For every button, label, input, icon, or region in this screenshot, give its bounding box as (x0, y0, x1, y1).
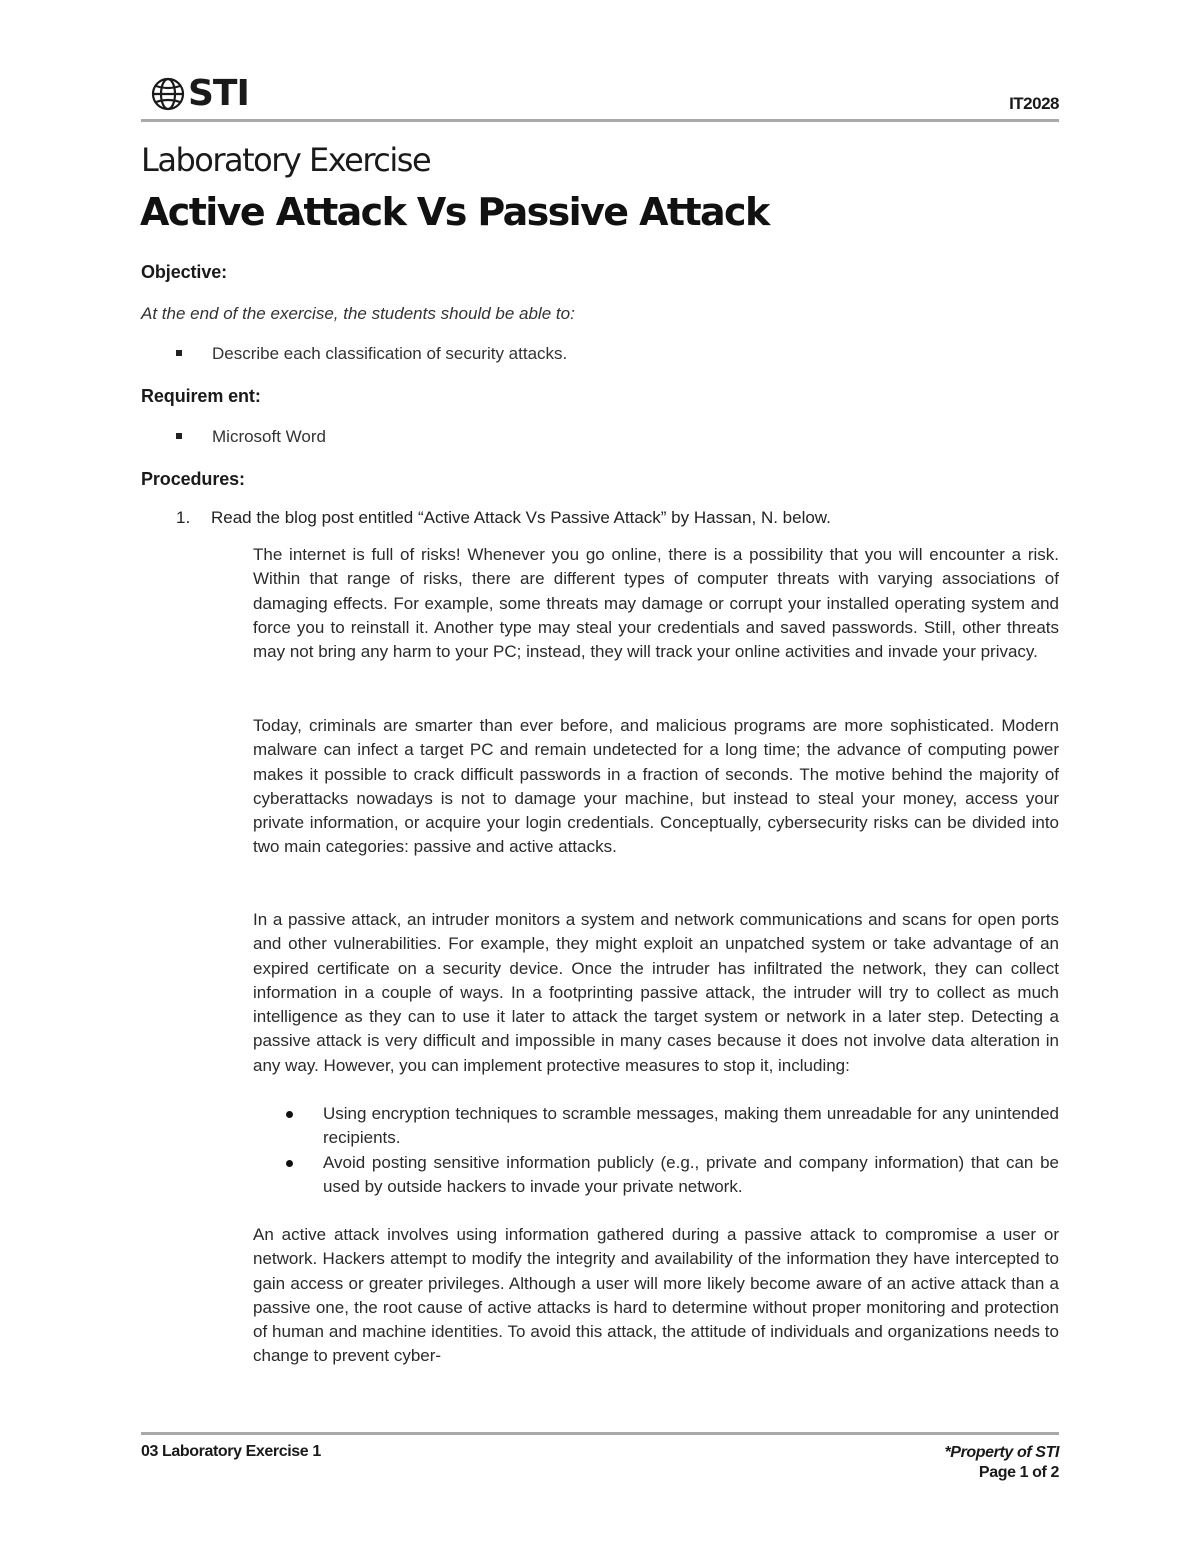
footer-module-label: 03 Laboratory Exercise 1 (141, 1443, 321, 1460)
step-number: 1. (176, 508, 191, 527)
course-code: IT2028 (1009, 94, 1059, 113)
requirement-heading: Requirem ent: (141, 386, 261, 406)
page-title: Active Attack Vs Passive Attack (140, 190, 769, 234)
bullet-icon (286, 1111, 293, 1118)
measure-item (290, 1151, 1059, 1200)
objective-item-text: Describe each classification of security attacks. (212, 344, 568, 363)
header-rule (141, 119, 1059, 122)
measure-text: Avoid posting sensitive information publicly (e.g., private and company information) that can be used by outside hackers to invade your private network. (323, 1153, 1059, 1197)
page-number: Page 1 of 2 (978, 1464, 1059, 1481)
measure-text: Using encryption techniques to scramble messages, making them unreadable for any unintended recipients. (323, 1104, 1059, 1148)
blog-paragraph-3: In a passive attack, an intruder monitors a system and network communications and scans for open ports and other vulnerabilities. For example, they might exploit an unpatched system or take advantage of an expired certificate on a security device. Once the intruder has infiltrated the network, they can collect information in a couple of ways. In a footprinting passive attack, the intruder will try to collect as much intelligence as they can to use it later to attack the target system or network in a later step. Detecting a passive attack is very difficult and impossible in many cases because it does not involve data alteration in any way. However, you can implement protective measures to stop it, including: (253, 910, 1059, 1075)
document-type: Laboratory Exercise (141, 141, 431, 179)
square-bullet-icon (176, 350, 182, 356)
blog-paragraph-1: The internet is full of risks! Whenever you go online, there is a possibility that you will encounter a risk. Within that range of risks, there are different types of computer threats with varying associations of damaging effects. For example, some threats may damage or corrupt your installed operating system and force you to reinstall it. Another type may steal your credentials and saved passwords. Still, other threats may not bring any harm to your PC; instead, they will track your online activities and invade your privacy. (253, 545, 1059, 662)
requirement-item (176, 427, 326, 447)
square-bullet-icon (176, 433, 182, 439)
sti-logo (150, 74, 249, 114)
footer-rule (141, 1432, 1059, 1435)
logo-text: STI (188, 73, 249, 114)
procedures-heading: Procedures: (141, 469, 245, 489)
procedure-step (176, 508, 831, 528)
blog-paragraph-4: An active attack involves using information gathered during a passive attack to compromise a user or network. Hackers attempt to modify the integrity and availability of the information they have intercepted to gain access or greater privileges. Although a user will more likely become aware of an active attack than a passive one, the root cause of active attacks is hard to determine without proper monitoring and protection of human and machine identities. To avoid this attack, the attitude of individuals and organizations needs to change to prevent cyber- (253, 1225, 1059, 1366)
property-notice: *Property of STI (944, 1444, 1059, 1461)
requirement-item-text: Microsoft Word (212, 427, 326, 446)
objective-heading: Objective: (141, 262, 228, 282)
objective-item (176, 344, 567, 364)
measure-item (290, 1102, 1059, 1151)
bullet-icon (286, 1160, 293, 1167)
step-text: Read the blog post entitled “Active Attack Vs Passive Attack” by Hassan, N. below. (211, 508, 831, 527)
footer-right (944, 1443, 1059, 1483)
globe-icon (150, 76, 186, 112)
objective-intro: At the end of the exercise, the students should be able to: (141, 304, 575, 323)
blog-paragraph-2: Today, criminals are smarter than ever before, and malicious programs are more sophisticated. Modern malware can infect a target PC and remain undetected for a long time; the advance of computing power makes it possible to crack difficult passwords in a fraction of seconds. The motive behind the majority of cyberattacks nowadays is not to damage your machine, but instead to steal your money, access your private information, or acquire your login credentials. Conceptually, cybersecurity risks can be divided into two main categories: passive and active attacks. (253, 716, 1059, 857)
